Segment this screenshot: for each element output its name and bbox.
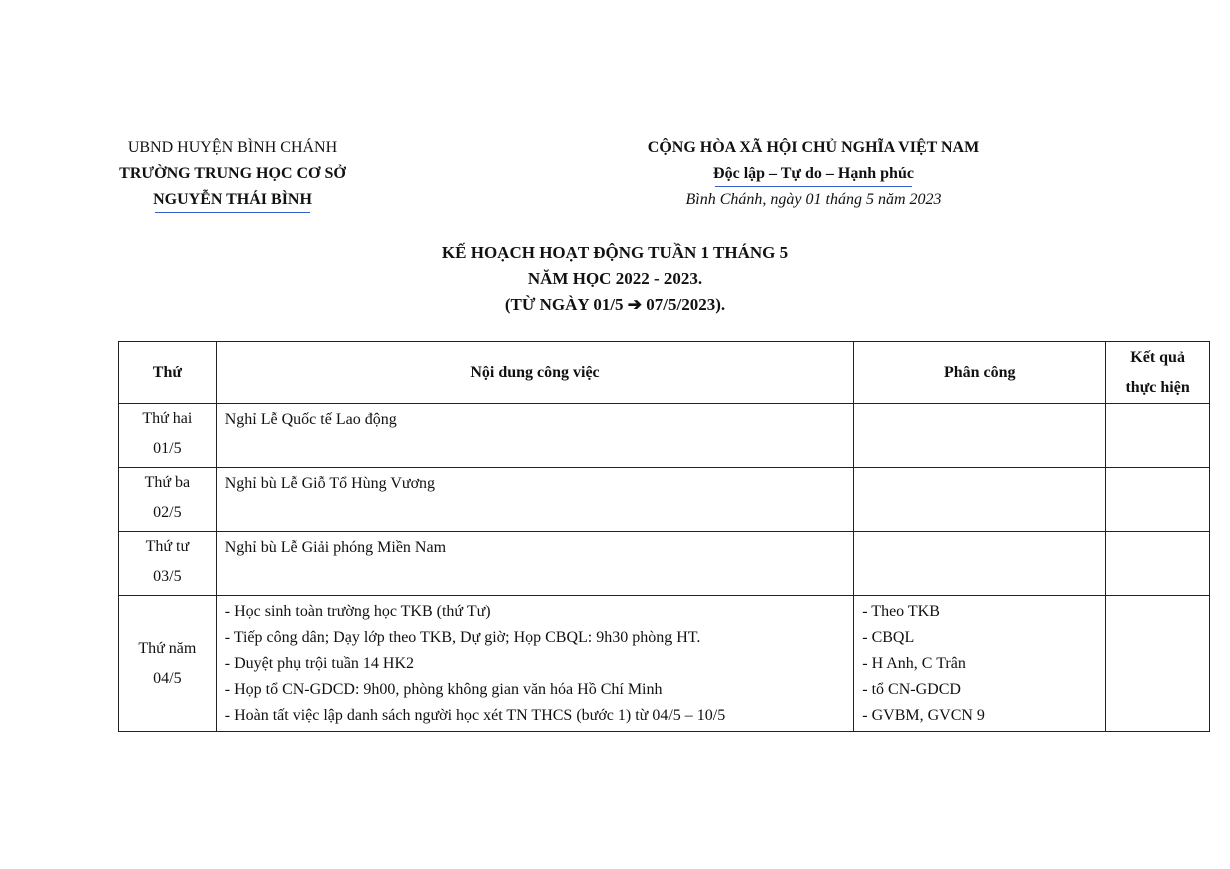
table-row — [119, 468, 1210, 532]
activity-plan-table — [118, 341, 1210, 732]
content-cell — [216, 468, 854, 532]
assign-cell — [854, 596, 1106, 732]
result-cell — [1106, 596, 1210, 732]
content-line: - Học sinh toàn trường học TKB (thứ Tư) — [224, 603, 491, 620]
result-cell — [1106, 468, 1210, 532]
assign-line: - CBQL — [862, 629, 915, 646]
issuer-school-type: TRƯỜNG TRUNG HỌC CƠ SỞ — [119, 165, 346, 182]
document-title — [0, 240, 1230, 318]
assign-cell — [854, 404, 1106, 468]
day-date: 01/5 — [153, 440, 182, 457]
title-line-2: NĂM HỌC 2022 - 2023. — [527, 269, 703, 288]
content-cell — [216, 596, 854, 732]
issuer-authority: UBND HUYỆN BÌNH CHÁNH — [127, 139, 338, 156]
day-cell — [119, 532, 217, 596]
national-header — [590, 135, 1037, 213]
table-header-row — [119, 342, 1210, 404]
national-motto: Độc lập – Tự do – Hạnh phúc — [713, 165, 914, 182]
day-date: 04/5 — [153, 669, 182, 687]
content-line: Nghỉ Lễ Quốc tế Lao động — [224, 411, 397, 428]
header-content: Nội dung công việc — [216, 342, 854, 404]
day-name: Thứ hai — [142, 410, 193, 427]
day-name: Thứ năm — [138, 639, 197, 657]
day-date: 02/5 — [153, 504, 182, 521]
content-cell — [216, 404, 854, 468]
day-cell — [119, 404, 217, 468]
assign-cell — [854, 532, 1106, 596]
content-line: - Hoàn tất việc lập danh sách người học xét TN THCS (bước 1) từ 04/5 – 10/5 — [224, 707, 726, 724]
issuer-school-name-wrap — [153, 187, 312, 213]
content-line: - Duyệt phụ trội tuần 14 HK2 — [224, 655, 415, 672]
header-assign: Phân công — [854, 342, 1106, 404]
national-motto-wrap — [713, 161, 914, 187]
table-row — [119, 404, 1210, 468]
result-cell — [1106, 532, 1210, 596]
content-cell — [216, 532, 854, 596]
title-line-3: (TỪ NGÀY 01/5 ➔ 07/5/2023). — [504, 295, 726, 314]
result-cell — [1106, 404, 1210, 468]
day-cell — [119, 468, 217, 532]
content-line: Nghỉ bù Lễ Giỗ Tổ Hùng Vương — [224, 475, 436, 492]
national-name: CỘNG HÒA XÃ HỘI CHỦ NGHĨA VIỆT NAM — [647, 139, 980, 156]
day-cell — [119, 596, 217, 732]
content-line: Nghỉ bù Lễ Giải phóng Miền Nam — [224, 539, 447, 556]
underline-divider — [155, 212, 310, 213]
title-line-1: KẾ HOẠCH HOẠT ĐỘNG TUẦN 1 THÁNG 5 — [441, 243, 789, 262]
day-name: Thứ tư — [145, 538, 190, 555]
header-result-line-1: Kết quả — [1130, 348, 1185, 366]
content-line: - Họp tổ CN-GDCD: 9h00, phòng không gian văn hóa Hồ Chí Minh — [224, 681, 663, 698]
assign-line: - Theo TKB — [862, 603, 940, 620]
assign-line: - H Anh, C Trân — [862, 655, 966, 672]
header-result — [1106, 342, 1210, 404]
document-date: Bình Chánh, ngày 01 tháng 5 năm 2023 — [685, 191, 942, 208]
table-row — [119, 532, 1210, 596]
issuer-header — [90, 135, 375, 213]
table-row — [119, 596, 1210, 732]
day-date: 03/5 — [153, 568, 182, 585]
underline-divider — [715, 186, 912, 187]
day-name: Thứ ba — [144, 474, 191, 491]
content-line: - Tiếp công dân; Dạy lớp theo TKB, Dự giờ; Họp CBQL: 9h30 phòng HT. — [224, 629, 701, 646]
header-day: Thứ — [119, 342, 217, 404]
assign-cell — [854, 468, 1106, 532]
assign-line: - tổ CN-GDCD — [862, 681, 961, 698]
header-result-line-2: thực hiện — [1125, 378, 1190, 396]
issuer-school-name: NGUYỄN THÁI BÌNH — [153, 191, 312, 208]
assign-line: - GVBM, GVCN 9 — [862, 707, 985, 724]
